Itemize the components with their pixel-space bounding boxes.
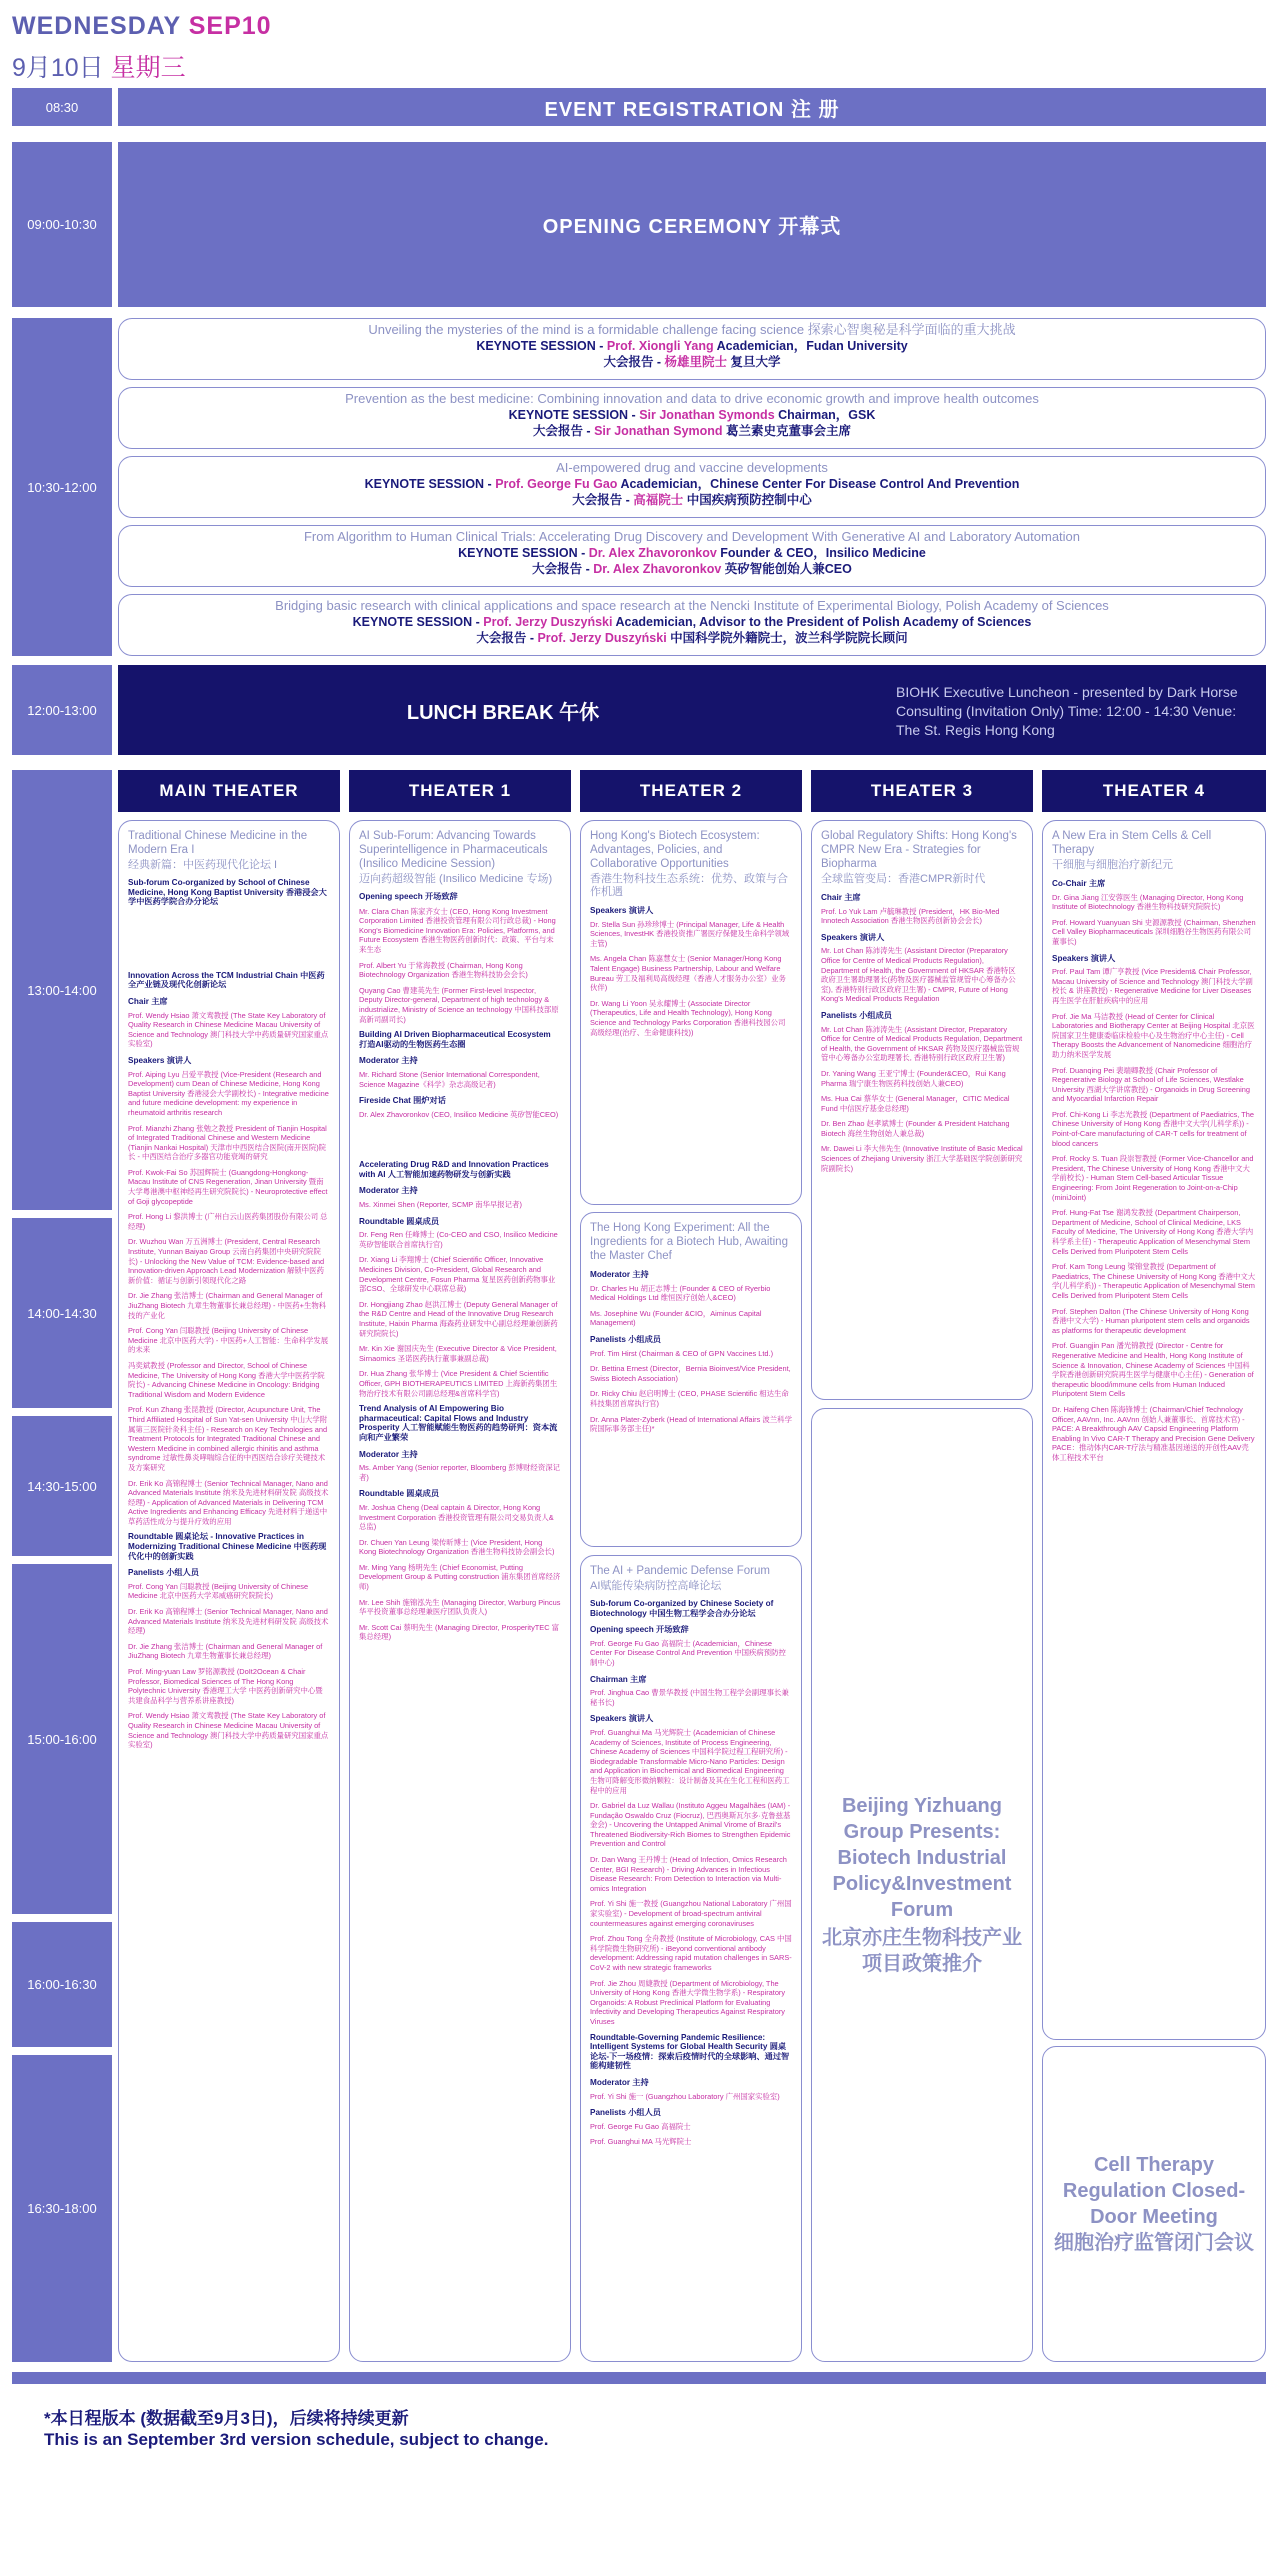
speaker-entry: Dr. Xiang Li 李翔博士 (Chief Scientific Officer, Innovative Medicines Division, Co-President, Global Research and Development Centre, Fosun Pharma 复星医药创新药物事业部CSO、全球研发中心联席总裁) (359, 1255, 556, 1294)
speaker-entry: Dr. Chuen Yan Leung 梁传昕博士 (Vice President, Hong Kong Biotechnology Organization 香港生物科技协会副会长) (359, 1537, 555, 1557)
session-title-cn: 香港生物科技生态系统：优势、政策与合作机遇 (590, 873, 788, 898)
chairman-label: Chairman 主席 (590, 1674, 647, 1684)
moderator-label: Moderator 主持 (359, 1449, 418, 1459)
speaker-entry: Mr. Clara Chan 陈家齐女士 (CEO, Hong Kong Investment Corporation Limited 香港投资管理有限公司行政总裁) - Hong Kong's Biomedicine Innovation Era: Policies, Platforms, and Future Ecosystem 香港生物医药创新时代：政策、平台与未来生态 (359, 906, 556, 954)
session-title-cn: AI赋能传染病防控高峰论坛 (590, 1580, 722, 1592)
speaker-entry: Prof. Tim Hirst (Chairman & CEO of GPN Vaccines Ltd.) (590, 1348, 774, 1358)
theater-1-card (349, 820, 571, 2362)
opening-ceremony-bar: OPENING CEREMONY 开幕式 (118, 142, 1266, 307)
time-slot: 15:00-16:00 (12, 1564, 112, 1914)
session-title-cn: 干细胞与细胞治疗新纪元 (1052, 859, 1173, 871)
roundtable-label: Roundtable 圆桌成员 (359, 1489, 440, 1499)
speakers-label: Speakers 演讲人 (590, 906, 654, 915)
speaker-entry: Dr. Hongjiang Zhao 赵洪江博士 (Deputy General Manager of the R&D Centre and Head of the Innovative Drug Research Institute, Haixin Pharma 海森药业研发中心副总经理兼创新药研究院院长) (359, 1299, 558, 1338)
cochair-label: Co-Chair 主席 (1052, 879, 1106, 888)
keynote-card (118, 525, 1266, 587)
month-day-label: SEP10 (188, 12, 272, 40)
keynote-speaker-line-cn (119, 630, 1265, 646)
keynote-label: KEYNOTE SESSION - (364, 477, 496, 491)
speaker-entry: Dr. Anna Plater-Zyberk (Head of International Affairs 波兰科学院国际事务部主任)* (590, 1414, 792, 1434)
lunch-note: BIOHK Executive Luncheon - presented by Dark Horse Consulting (Invitation Only) Time: 12:00 - 14:30 Venue: The St. Regis Hong Kong (896, 684, 1238, 738)
moderator: Prof. Yi Shi 施一 (Guangzhou Laboratory 广州国家实验室) (590, 2091, 780, 2101)
session-title: The Hong Kong Experiment: All the Ingredients for a Biotech Hub, Awaiting the Master Chef (590, 1222, 788, 1262)
moderator: Ms. Amber Yang (Senior reporter, Bloomberg 彭博财经资深记者) (359, 1463, 560, 1482)
keynote-title: AI-empowered drug and vaccine developments (556, 460, 828, 475)
header-theater-1: THEATER 1 (349, 770, 571, 812)
fireside-speaker: Dr. Alex Zhavoronkov (CEO, Insilico Medicine 英矽智能CEO) (359, 1109, 559, 1119)
moderator-label: Moderator 主持 (590, 1270, 649, 1279)
header-theater-3: THEATER 3 (811, 770, 1033, 812)
chair-label: Chair 主席 (821, 893, 861, 902)
keynote-title: Prevention as the best medicine: Combining innovation and data to drive economic growth and improve health outcomes (345, 391, 1039, 406)
speakers-label: Speakers 演讲人 (821, 932, 885, 942)
time-registration: 08:30 (12, 88, 112, 126)
keynote-speaker-line-cn (119, 561, 1265, 577)
time-keynote: 10:30-12:00 (12, 318, 112, 656)
speaker-entry: Prof. Cong Yan 闫聪教授 (Beijing University of Chinese Medicine 北京中医药大学) - 中医药+人工智能：生命科学发展的未来 (128, 1326, 329, 1355)
speaker-entry: Prof. George Fu Gao 高福院士 (590, 2121, 691, 2131)
session-title: A New Era in Stem Cells & Cell Therapy (1052, 830, 1212, 856)
keynote-card (118, 318, 1266, 380)
speaker-entry: Prof. Guanghui Ma 马光辉院士 (Academician of Chinese Academy of Sciences, Institute of Process Engineering, Chinese Academy of Sciences 中国科学院过程工程研究所) - Biodegradable Transformable Micro-Nano Particles: Design and Application in Biochemical and Biomedical Engineering 生物可降解变形微纳颗粒：设计制备及其在生化工程和医药工程中的应用 (590, 1727, 790, 1795)
speaker-entry: Dr. Jie Zhang 张洁博士 (Chairman and General Manager of JiuZhang Biotech 九章生物董事长兼总经理) (128, 1641, 323, 1661)
panelists-label: Panelists 小组人员 (590, 2108, 661, 2118)
speaker-entry: Prof. Howard Yuanyuan Shi 史源源教授 (Chairman, Shenzhen Cell Valley Biopharmaceuticals 深圳细胞谷生物医药有限公司董事长) (1052, 917, 1256, 946)
speaker-entry: Prof. Guanghui MA 马光辉院士 (590, 2137, 692, 2147)
speaker-entry: Dr. Stella Sun 孙珍珍博士 (Principal Manager, Life & Health Sciences, InvestHK 香港投资推广署医疗保健及生命科学领域主管) (590, 919, 790, 948)
main-theater-card (118, 820, 340, 2362)
speaker-entry: Prof. Chi-Kong Li 李志光教授 (Department of Paediatrics, The Chinese University of Hong Kong 香港中文大学(儿科学系)) - Point-of-Care manufacturing of CAR-T cells for treatment of blood cancers (1052, 1109, 1254, 1148)
keynote-affiliation: Founder & CEO，Insilico Medicine (716, 546, 926, 560)
time-opening: 09:00-10:30 (12, 142, 112, 307)
theater-3-card-b (811, 1408, 1033, 2362)
keynote-affiliation-cn: 英矽智能创始人兼CEO (721, 562, 852, 576)
time-slot: 14:00-14:30 (12, 1218, 112, 1408)
meeting-title-cn: 细胞治疗监管闭门会议 (1054, 2232, 1254, 2254)
speaker-entry: Prof. Mianzhi Zhang 张勉之教授 President of Tianjin Hospital of Integrated Traditional Chinese and Western Medicine (Tianjin Nankai Hospital) 天津市中西医结合医院(南开医院)院长 - 中西医结合治疗多器官功能衰竭的研究 (128, 1123, 327, 1162)
speaker-entry: Dr. Feng Ren 任峰博士 (Co-CEO and CSO, Insilico Medicine 英矽智能联合首席执行官) (359, 1230, 558, 1249)
speaker-entry: Quyang Cao 曹建英先生 (Former First-level Inspector, Deputy Director-general, Department of high technology & industrialize, Ministry of Science an technology 中国科技部原高新司副司长) (359, 985, 559, 1024)
session-title-cn: 迈向药超级智能 (Insilico Medicine 专场) (359, 873, 553, 885)
speaker-entry: Prof. Aiping Lyu 吕爱平教授 (Vice-President (Research and Development) cum Dean of Chinese Medicine, Hong Kong Baptist University 香港浸会大学副校长) - Integrative medicine and future medicine development: my experience in rheumatoid arthritis research (128, 1069, 329, 1117)
chair: Prof. Wendy Hsiao 萧文鸾教授 (The State Key Laboratory of Quality Research in Chinese Medicine Macau University of Science and Technology 澳门科技大学中药质量研究国家重点实验室) (128, 1010, 329, 1049)
time-lunch: 12:00-13:00 (12, 665, 112, 755)
keynote-affiliation: Academician，Chinese Center For Disease Control And Prevention (617, 477, 1020, 491)
keynote-title: Unveiling the mysteries of the mind is a formidable challenge facing science 探索心智奥秘是科学面临的重大挑战 (368, 322, 1016, 337)
lunch-break-bar (118, 665, 1266, 755)
subsession-2: Accelerating Drug R&D and Innovation Practices with AI 人工智能加速药物研发与创新实践 (359, 1160, 549, 1179)
keynote-speaker-line (119, 545, 1265, 561)
keynote-speaker-cn: Sir Jonathan Symond (594, 424, 723, 438)
moderator-label: Moderator 主持 (359, 1186, 418, 1196)
keynote-label-cn: 大会报告 - (572, 493, 634, 507)
footer-note-en: This is an September 3rd version schedule, subject to change. (44, 2430, 549, 2449)
keynote-card (118, 387, 1266, 449)
speaker-entry: Prof. Cong Yan 闫聪教授 (Beijing University of Chinese Medicine 北京中医药大学邓威癌研究院院长) (128, 1581, 309, 1601)
session-title-cn: 经典新篇：中医药现代化论坛 I (128, 859, 278, 871)
speakers-label: Speakers 演讲人 (590, 1714, 654, 1724)
speaker-entry: Prof. Stephen Dalton (The Chinese University of Hong Kong 香港中文大学) - Human pluripotent stem cells and organoids as platforms for therapeutic development (1052, 1306, 1250, 1335)
session-title: The AI + Pandemic Defense Forum (590, 1565, 770, 1577)
moderator: Dr. Charles Hu 胡正志博士 (Founder & CEO of Ryerbio Medical Holdings Ltd 维恒医疗创始人&CEO) (590, 1283, 771, 1303)
speaker-entry: Ms. Angela Chan 陈嘉慧女士 (Senior Manager/Hong Kong Talent Engage) Business Partnership, Labour and Welfare Bureau 劳工及福利局高级经理（香港人才服务办公室）业务伙伴) (590, 954, 786, 993)
keynote-label: KEYNOTE SESSION - (458, 546, 589, 560)
speaker-entry: Prof. Jie Ma 马洁教授 (Head of Center for Clinical Laboratories and Biotherapy Center at Beijing Hospital 北京医院国家卫生健康委临床检验中心及生物治疗中心主任) - Cell Therapy Boosts the Advancement of Nanomedicine 细胞治疗助力纳米医学发展 (1052, 1011, 1255, 1059)
keynote-title: Bridging basic research with clinical applications and space research at the Nencki Institute of Experimental Biology, Polish Academy of Sciences (275, 598, 1109, 613)
theater-2-card-c (580, 1555, 802, 2362)
speaker-entry: Dr. Erik Ko 高锦程博士 (Senior Technical Manager, Nano and Advanced Materials Institute 纳米及先进材料研发院 高级技术经理) (128, 1607, 329, 1636)
theater-2-card-a (580, 820, 802, 1205)
speaker-entry: Dr. Ricky Chiu 赵启明博士 (CEO, PHASE Scientific 相达生命科技集团首席执行官) (590, 1389, 789, 1408)
subsession-3: Trend Analysis of AI Empowering Bio pharmaceutical: Capital Flows and Industry Prosperity 人工智能赋能生物医药的趋势研判：资本流向和产业繁荣 (359, 1404, 558, 1442)
speaker-entry: Prof. Wendy Hsiao 萧文鸾教授 (The State Key Laboratory of Quality Research in Chinese Medicine Macau University of Science and Technology 澳门科技大学中药质量研究国家重点实验室) (128, 1711, 329, 1750)
speaker-entry: Dr. Gabriel da Luz Wallau (Instituto Aggeu Magalhães (IAM) - Fundação Oswaldo Cruz (Fiocruz), 巴西奥斯瓦尔多·克鲁兹基金会) - Uncovering the Untapped Animal Virome of Brazil's Threatened Biodiversity-Rich Biomes to Strengthen Epidemic Prevention and Control (590, 1801, 791, 1849)
opening-label: Opening speech 开场致辞 (359, 892, 458, 901)
speaker-entry: Dr. Hua Zhang 张华博士 (Vice President & Chief Scientific Officer, GPH BIOTHERAPEUTICS LIMITED 上海新药集团生物治疗技术有限公司副总经理&首席科学官) (359, 1369, 558, 1398)
meeting-title: Cell Therapy Regulation Closed-Door Meeting (1062, 2154, 1246, 2228)
roundtable-label: Roundtable 圆桌成员 (359, 1216, 440, 1226)
speaker-entry: Dr. Wuzhou Wan 万五洲博士 (President, Central Research Institute, Yunnan Baiyao Group 云南白药集团中央研究院院长) - Unlocking the New Value of TCM: Evidence-based and Innovation-driven Approach Lead Modernization 解锁中医药新价值：循证与创新引领现代化之路 (128, 1237, 325, 1285)
keynote-speaker-line (119, 407, 1265, 423)
speakers-label: Speakers 演讲人 (1052, 953, 1116, 963)
speaker: Mr. Lot Chan 陈沛涛先生 (Assistant Director (Preparatory Office for Centre of Medical Products Regulation), Department of Health, the Government of HKSAR 香港特区政府卫生署助理署长(药物及医疗器械监管规管中心筹备办公室), 香港特别行政区政府卫生署) - CMPR, Future of Hong Kong's Medical Products Regulation (821, 946, 1016, 1004)
speaker-entry: Mr. Ming Yang 杨明先生 (Chief Economist, Putting Development Group & Putting construction 浦东集团首席经济师) (359, 1562, 561, 1592)
keynote-speaker-cn: 高福院士 (633, 493, 684, 507)
theater-4-card-b (1042, 2046, 1266, 2362)
weekday-cn-label: 星期三 (110, 54, 186, 82)
keynote-speaker-line-cn (119, 354, 1265, 370)
moderator-label: Moderator 主持 (359, 1056, 418, 1066)
header-theater-2: THEATER 2 (580, 770, 802, 812)
keynote-title: From Algorithm to Human Clinical Trials: Accelerating Drug Discovery and Development With Generative AI and Laboratory Automation (303, 529, 1081, 544)
speaker-entry: Mr. Joshua Cheng (Deal captain & Director, Hong Kong Investment Corporation 香港投资管理有限公司交易负责人&总监) (359, 1502, 554, 1532)
keynote-affiliation: Chairman，GSK (774, 408, 876, 422)
roundtable: Roundtable 圆桌论坛 - Innovative Practices in Modernizing Traditional Chinese Medicine 中医药现代化中的创新实践 (128, 1532, 327, 1561)
keynote-label: KEYNOTE SESSION - (352, 615, 484, 629)
speaker-entry: Prof. Ming-yuan Law 罗铭源教授 (DoIt2Ocean & Chair Professor, Biomedical Sciences of The Hong Kong Polytechnic University 香港理工大学 中医药创新研究中心暨共建食品科学与营养系讲座教授) (128, 1667, 323, 1705)
keynote-affiliation-cn: 复旦大学 (727, 355, 781, 369)
speaker-entry: Prof. Guangjin Pan 潘光锦教授 (Director - Centre for Regenerative Medicine and Health, Hong Kong Institute of Science & Innovation, Chinese Academy of Sciences 中国科学院香港创新研究院再生医学与健康中心主任) - Generation of therapeutic blood/immune cells from Human Induced Pluripotent Stem Cells (1052, 1341, 1254, 1399)
chair-label: Chair 主席 (128, 996, 168, 1006)
chair: Prof. Lo Yuk Lam 卢毓琳教授 (President，HK Bio-Med Innotech Association 香港生物医药创新协会会长) (821, 906, 1000, 926)
session-title: Global Regulatory Shifts: Hong Kong's CMPR New Era - Strategies for Biopharma (821, 830, 1017, 870)
moderator-label: Moderator 主持 (590, 2077, 649, 2087)
keynote-speaker-cn: 杨雄里院士 (664, 355, 728, 369)
speaker-entry: Ms. Hua Cai 蔡华女士 (General Manager，CITIC Medical Fund 中信医疗基金总经理) (821, 1094, 1010, 1113)
keynote-label-cn: 大会报告 - (603, 355, 665, 369)
speaker-entry: Prof. Albert Yu 于常海教授 (Chairman, Hong Kong Biotechnology Organization 香港生物科技协会会长) (359, 960, 528, 980)
speaker-entry: Prof. Hong Li 黎洪博士 (广州白云山医药集团股份有限公司 总经理) (128, 1212, 328, 1231)
subsession-1: Building AI Driven Biopharmaceutical Ecosystem 打造AI驱动的生物医药生态圈 (359, 1030, 551, 1049)
time-slot: 16:00-16:30 (12, 1922, 112, 2047)
speaker-entry: Prof. Duanqing Pei 裴端卿教授 (Chair Professor of Regenerative Biology at School of Life Sciences, Westlake University 西湖大学讲席教授) - Organoids in Drug Screening and Myocardial Infarction Repair (1052, 1065, 1250, 1104)
header-main-theater: MAIN THEATER (118, 770, 340, 812)
speaker-entry: Prof. Kwok-Fai So 苏国辉院士 (Guangdong-Hongkong-Macau Institute of CNS Regeneration, Jinan University 暨南大学粤港澳中枢神经再生研究院院长) - Neuroprotective effect of Goji glycopeptide (128, 1167, 328, 1206)
speaker-entry: Dr. Ben Zhao 赵孝斌博士 (Founder & President Hatchang Biotech 海丝生物创始人兼总裁) (821, 1119, 1010, 1138)
speaker-entry: Dr. Wang Li Yoon 吴永耀博士 (Associate Director (Therapeutics, Life and Health Technology), Hong Kong Science and Technology Parks Corporation 香港科技园公司高级经理(治疗、生命健康科技)) (590, 998, 786, 1037)
theater-3-card-a (811, 820, 1033, 1400)
keynote-speaker-line (119, 338, 1265, 354)
keynote-speaker: Prof. Xiongli Yang (606, 339, 714, 353)
panelists-label: Panelists 小组人员 (128, 1568, 199, 1578)
fireside-label: Fireside Chat 围炉对话 (359, 1096, 446, 1106)
theme: Innovation Across the TCM Industrial Chain 中医药全产业链及现代化创新论坛 (128, 970, 325, 990)
moderator-2: Ms. Josephine Wu (Founder &CIO，Aiminus Capital Management) (590, 1308, 762, 1328)
speaker-entry: Mr. Scott Cai 蔡明先生 (Managing Director, ProsperityTEC 富集总经理) (359, 1622, 560, 1642)
speaker-entry: Prof. Zhou Tong 全舟教授 (Institute of Microbiology, CAS 中国科学院微生物研究所) - iBeyond conventional antibody development: Addressing rapid mutation challenges in SARS-CoV-2 with new strategic frameworks (590, 1934, 792, 1972)
panelists-label: Panelists 小组成员 (590, 1334, 661, 1344)
speaker-entry: Mr. Dawei Li 李大伟先生 (Innovative Institute of Basic Medical Sciences of Zhejiang University 浙江大学基础医学院创新研究院副院长) (821, 1144, 1023, 1173)
bottom-divider (12, 2372, 1266, 2384)
keynote-speaker-line (119, 614, 1265, 630)
footer-note-cn: *本日程版本 (数据截至9月3日)，后续将持续更新 (44, 2409, 409, 2428)
speakers-label: Speakers 演讲人 (128, 1055, 192, 1065)
session-title: Traditional Chinese Medicine in the Modern Era I (128, 830, 308, 856)
keynote-speaker: Dr. Alex Zhavoronkov (588, 546, 717, 560)
theater-4-card-a (1042, 820, 1266, 2040)
keynote-speaker: Sir Jonathan Symonds (639, 408, 775, 422)
keynote-affiliation-cn: 中国疾病预防控制中心 (683, 493, 812, 507)
forum-title: Beijing Yizhuang Group Presents: Biotech Industrial Policy&Investment Forum (832, 1795, 1012, 1921)
speaker-entry: 冯奕斌教授 (Professor and Director, School of Chinese Medicine, The University of Hong Kong 香港大学中医药学院院长) - Advancing Chinese Medicine in Oncology: Bridging Traditional Wisdom and Modern Evidence (128, 1360, 325, 1399)
speaker-entry: Dr. Bettina Ernest (Director，Bernia Bioinvest/Vice President, Swiss Biotech Association) (590, 1364, 791, 1383)
speaker-entry: Prof. Jie Zhou 周婕教授 (Department of Microbiology, The University of Hong Kong 香港大学微生物学系) - Respiratory Organoids: A Robust Preclinical Platform for Evaluating Infectivity and Developing Therapeutics Against Respiratory Viruses (590, 1978, 786, 2026)
keynote-label-cn: 大会报告 - (476, 631, 538, 645)
speaker-entry: Dr. Gina Jiang 江安蓉医生 (Managing Director, Hong Kong Institute of Biotechnology 香港生物科技研究院院长) (1052, 892, 1244, 912)
time-slot: 14:30-15:00 (12, 1416, 112, 1556)
keynote-label-cn: 大会报告 - (532, 424, 595, 438)
keynote-speaker-line-cn (119, 423, 1265, 439)
keynote-speaker: Prof. Jerzy Duszyński (483, 615, 613, 629)
keynote-affiliation: Academician, Advisor to the President of Polish Academy of Sciences (612, 615, 1032, 629)
moderator: Mr. Richard Stone (Senior International Correspondent, Science Magazine《科学》杂志高级记者) (359, 1069, 540, 1089)
registration-bar: EVENT REGISTRATION 注 册 (118, 88, 1266, 126)
keynote-label-cn: 大会报告 - (532, 562, 594, 576)
speaker-entry: Prof. Rocky S. Tuan 段崇智教授 (Former Vice-Chancellor and President, The Chinese University of Hong Kong 香港中文大学前校长) - Human Stem Cell-based Articular Tissue Engineering: From Joint Regeneration to Joint-on-a-Chip (miniJoint) (1052, 1154, 1254, 1202)
keynote-label: KEYNOTE SESSION - (476, 339, 607, 353)
co-organizer: Sub-forum Co-organized by School of Chinese Medicine, Hong Kong Baptist University 香港浸会大学中医药学院合办分论坛 (128, 878, 327, 907)
keynote-speaker-line (119, 476, 1265, 492)
keynote-card (118, 456, 1266, 518)
keynote-affiliation: Academician，Fudan University (713, 339, 908, 353)
speaker-entry: Prof. Kun Zhang 张昆教授 (Director, Acupuncture Unit, The Third Affiliated Hospital of Sun Yat-sen University 中山大学附属第三医院针灸科主任) - Research on Key Technologies and Treatment Protocols for Integrated Traditional Chinese and Western Medicine in combined allergic rhinitis and asthma syndrome 过敏性鼻炎哮喘综合征的中西医结合诊疗关键技术及方案研究 (128, 1405, 328, 1472)
speaker-entry: Dr. Jie Zhang 张洁博士 (Chairman and General Manager of JiuZhang Biotech 九章生物董事长兼总经理) - 中医药+生物科技的产业化 (128, 1291, 327, 1320)
panelists-label: Panelists 小组成员 (821, 1010, 892, 1020)
opening-label: Opening speech 开场致辞 (590, 1625, 689, 1635)
speaker-entry: Dr. Haifeng Chen 陈海锋博士 (Chairman/Chief Technology Officer, AAVnn, Inc. AAVnn 创始人兼董事长、首席技术官) - PACE: A Breakthrough AAV Capsid Engineering Platform Enabling In Vivo CAR-T Therapy and Precision Gene Delivery PACE：推动体内CAR-T疗法与精准基因递送的开创性AAV壳体工程技术平台 (1052, 1404, 1255, 1462)
speaker-entry: Dr. Dan Wang 王丹博士 (Head of Infection, Omics Research Center, BGI Research) - Driving Advances in Infectious Disease Research: From Detection to Interaction via Multi-omics Integration (590, 1855, 787, 1893)
moderator: Ms. Xinmei Shen (Reporter, SCMP 南华早报记者) (359, 1200, 522, 1210)
session-title: AI Sub-Forum: Advancing Towards Superintelligence in Pharmaceuticals (Insilico Medicine Session) (359, 830, 548, 870)
date-english (12, 12, 272, 41)
speaker-entry: Prof. Hung-Fat Tse 谢鸿发教授 (Department Chairperson, Department of Medicine, School of Clinical Medicine, LKS Faculty of Medicine, The University of Hong Kong 香港大学内科学系主任) - Therapeutic Application of Mesenchymal Stem Cells Derived from Pluripotent Stem Cells (1052, 1208, 1254, 1256)
session-title-cn: 全球监管变局：香港CMPR新时代 (821, 873, 986, 885)
speaker-entry: Mr. Lee Shih 施锦泓先生 (Managing Director, Warburg Pincus 华平投资董事总经理兼医疗团队负责人) (359, 1597, 561, 1617)
time-slot: 13:00-14:00 (12, 770, 112, 1210)
speaker-entry: Dr. Yaning Wang 王亚宁博士 (Founder&CEO，Rui Kang Pharma 瑞宁康生物医药科技创始人兼CEO) (821, 1068, 1006, 1088)
speaker-entry: Prof. Yi Shi 施一教授 (Guangzhou National Laboratory 广州国家实验室) - Development of broad-spectrum antiviral countermeasures against emerging coronaviruses (590, 1899, 792, 1928)
forum-title-cn: 北京亦庄生物科技产业项目政策推介 (822, 1927, 1022, 1975)
keynote-affiliation-cn: 中国科学院外籍院士，波兰科学院院长顾问 (666, 631, 908, 645)
day-label: WEDNESDAY (12, 12, 181, 40)
roundtable: Roundtable-Governing Pandemic Resilience: Intelligent Systems for Global Health Security 圆桌论坛-下一场疫情：探索后疫情时代的全球影响、通过智能构建韧性 (590, 2032, 790, 2071)
lunch-title: LUNCH BREAK 午休 (406, 701, 600, 724)
header-theater-4: THEATER 4 (1042, 770, 1266, 812)
session-title: Hong Kong's Biotech Ecosystem: Advantages, Policies, and Collaborative Opportunities (590, 830, 760, 870)
speaker-entry: Prof. Paul Tam 谭广亨教授 (Vice President& Chair Professor, Macau University of Science and Technology 澳门科技大学副校长 & 讲座教授) - Regenerative Medicine for Liver Diseases 再生医学在肝脏疾病中的应用 (1052, 967, 1253, 1005)
keynote-affiliation-cn: 葛兰素史克董事会主席 (722, 424, 852, 438)
keynote-speaker-cn: Prof. Jerzy Duszyński (537, 631, 667, 645)
keynote-speaker: Prof. George Fu Gao (495, 477, 618, 491)
chairman: Prof. Jinghua Cao 曹景华教授 (中国生物工程学会副理事长兼秘书长) (590, 1688, 789, 1707)
co-organizer: Sub-forum Co-organized by Chinese Society of Biotechnology 中国生物工程学会合办分论坛 (590, 1599, 774, 1618)
speaker-entry: Mr. Lot Chan 陈沛涛先生 (Assistant Director, Preparatory Office for Centre of Medical Products Regulation, Department of Health, the Government of HKSAR 药物及医疗器械监管规管中心筹备办公室助理署长, 香港特别行政区政府卫生署) (821, 1024, 1023, 1063)
keynote-label: KEYNOTE SESSION - (508, 408, 640, 422)
speaker-entry: Mr. Kin Xie 谢国庆先生 (Executive Director & Vice President, Sirnaomics 圣诺医药执行董事兼副总裁) (359, 1344, 557, 1363)
date-chinese (12, 48, 186, 84)
keynote-speaker-line-cn (119, 492, 1265, 508)
opening-speaker: Prof. George Fu Gao 高福院士 (Academician，Chinese Center For Disease Control And Prevention 中国疾病预防控制中心) (590, 1638, 786, 1667)
keynote-speaker-cn: Dr. Alex Zhavoronkov (593, 562, 722, 576)
date-cn-label: 9月10日 (12, 54, 104, 82)
speaker-entry: Prof. Kam Tong Leung 梁锦堂教授 (Department of Paediatrics, The Chinese University of Hong Kong 香港中文大学(儿科学系)) - Therapeutic Application of Mesenchymal Stem Cells Derived from Pluripotent Stem Cells (1052, 1262, 1256, 1300)
speaker-entry: Dr. Erik Ko 高锦程博士 (Senior Technical Manager, Nano and Advanced Materials Institute 纳米及先进材料研发院 高级技术经理) - Application of Advanced Materials in Delivering TCM Active Ingredients and Enhancing Efficacy 先进材料于递送中草药活性成分与提升疗效的应用 (128, 1478, 329, 1526)
time-slot: 16:30-18:00 (12, 2055, 112, 2362)
keynote-card (118, 594, 1266, 656)
theater-2-card-b (580, 1212, 802, 1547)
